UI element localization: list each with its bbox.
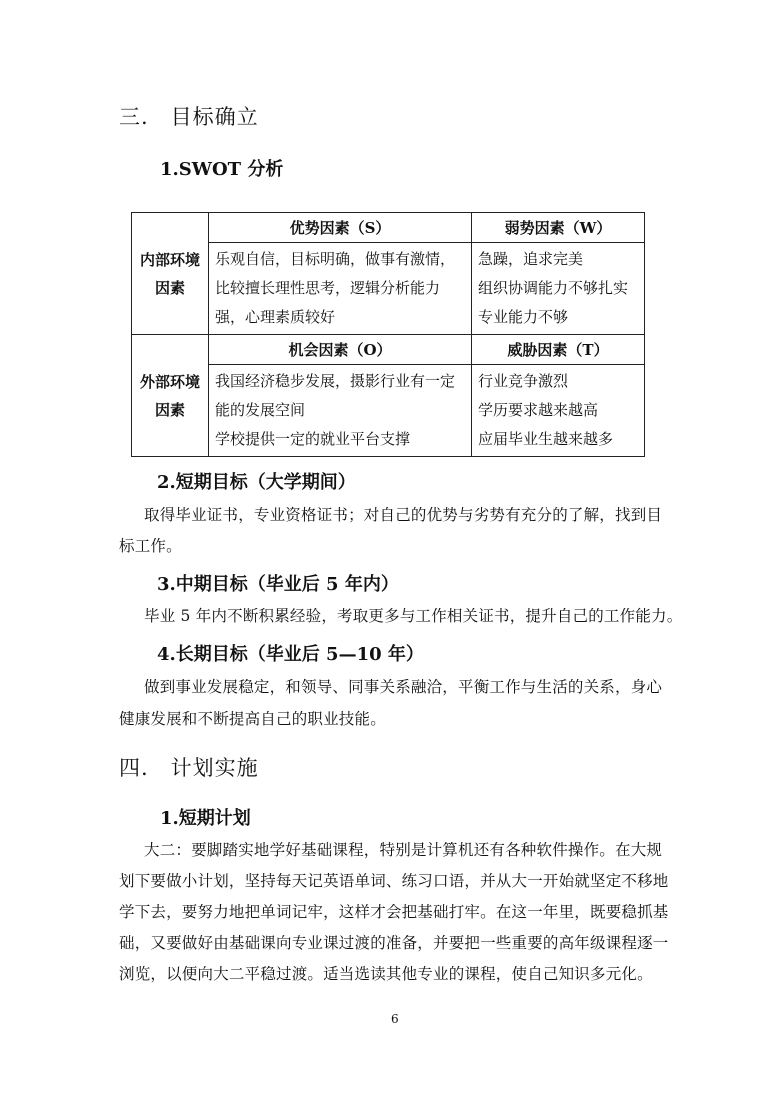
threats-cell: 行业竞争激烈 学历要求越来越高 应届毕业生越来越多 <box>472 365 645 457</box>
short-term-plan-line-5: 浏览，以便向大二平稳过渡。适当选读其他专业的课程，使自己知识多元化。 <box>119 965 653 983</box>
long-term-goal-line-2: 健康发展和不断提高自己的职业技能。 <box>119 710 386 728</box>
opportunities-cell: 我国经济稳步发展，摄影行业有一定 能的发展空间 学校提供一定的就业平台支撑 <box>209 365 472 457</box>
strengths-header: 优势因素（S） <box>209 213 472 243</box>
short-term-plan-line-3: 学下去，要努力地把单词记牢，这样才会把基础打牢。在这一年里，既要稳抓基 <box>119 903 669 921</box>
short-term-goal-line-1: 取得毕业证书，专业资格证书；对自己的优势与劣势有充分的了解，找到目 <box>144 506 663 524</box>
section-4-title: 四. 计划实施 <box>119 756 259 780</box>
short-term-goal-heading: 2.短期目标（大学期间） <box>157 472 356 493</box>
weaknesses-cell: 急躁，追求完美 组织协调能力不够扎实 专业能力不够 <box>472 243 645 335</box>
external-factors-label: 外部环境 因素 <box>132 335 209 457</box>
mid-term-goal-heading: 3.中期目标（毕业后 5 年内） <box>157 574 399 595</box>
page-number: 6 <box>391 1012 399 1026</box>
short-term-plan-line-1: 大二：要脚踏实地学好基础课程，特别是计算机还有各种软件操作。在大规 <box>144 841 663 859</box>
short-term-plan-line-2: 划下要做小计划，坚持每天记英语单词、练习口语，并从大一开始就坚定不移地 <box>119 872 669 890</box>
strengths-cell: 乐观自信，目标明确，做事有激情， 比较擅长理性思考，逻辑分析能力 强，心理素质较好 <box>209 243 472 335</box>
section-3-title: 三. 目标确立 <box>119 105 259 129</box>
swot-heading: 1.SWOT 分析 <box>160 159 284 180</box>
short-term-goal-line-2: 标工作。 <box>119 537 182 555</box>
weaknesses-header: 弱势因素（W） <box>472 213 645 243</box>
mid-term-goal-line-1: 毕业 5 年内不断积累经验，考取更多与工作相关证书，提升自己的工作能力。 <box>144 607 683 625</box>
short-term-plan-heading: 1.短期计划 <box>160 808 251 829</box>
internal-factors-label: 内部环境 因素 <box>132 213 209 335</box>
long-term-goal-line-1: 做到事业发展稳定，和领导、同事关系融洽，平衡工作与生活的关系，身心 <box>144 678 663 696</box>
short-term-plan-line-4: 础，又要做好由基础课向专业课过渡的准备，并要把一些重要的高年级课程逐一 <box>119 934 669 952</box>
swot-table <box>131 212 645 457</box>
opportunities-header: 机会因素（O） <box>209 335 472 365</box>
threats-header: 威胁因素（T） <box>472 335 645 365</box>
long-term-goal-heading: 4.长期目标（毕业后 5—10 年） <box>157 644 424 665</box>
